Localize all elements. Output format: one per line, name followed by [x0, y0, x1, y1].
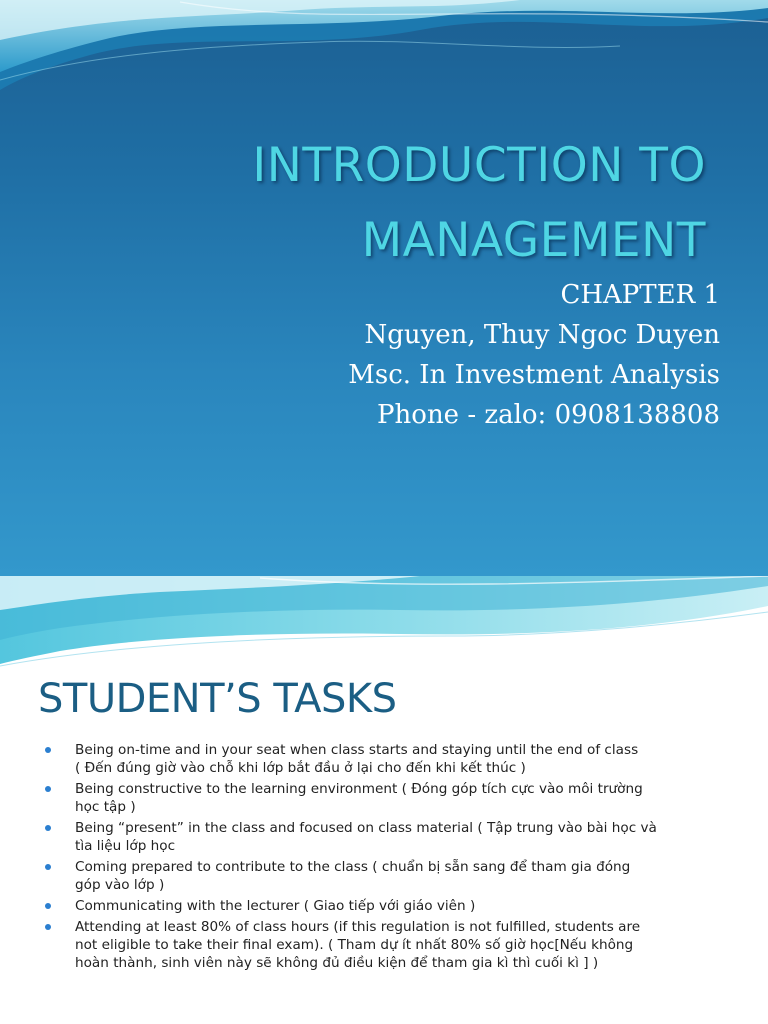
task-line: Being constructive to the learning environment ( Đóng góp tích cực vào môi trường	[75, 781, 643, 797]
task-list	[40, 741, 730, 975]
chapter-label: CHAPTER 1	[560, 280, 720, 310]
task-line: tìa liệu lớp học	[75, 838, 176, 854]
list-item	[40, 897, 730, 915]
author-degree: Msc. In Investment Analysis	[348, 360, 720, 390]
slide-heading: STUDENT’S TASKS	[38, 676, 397, 722]
title-line: MANAGEMENT	[361, 213, 706, 268]
task-line: ( Đến đúng giờ vào chỗ khi lớp bắt đầu ở lại cho đến khi kết thúc )	[75, 760, 526, 776]
list-item	[40, 741, 730, 777]
bullet-icon	[45, 924, 51, 930]
author-phone: Phone - zalo: 0908138808	[377, 400, 720, 430]
list-item	[40, 819, 730, 855]
list-item	[40, 780, 730, 816]
presentation-subtitle	[120, 275, 720, 435]
bullet-icon	[45, 825, 51, 831]
bullet-icon	[45, 786, 51, 792]
task-line: học tập )	[75, 799, 136, 815]
task-line: hoàn thành, sinh viên này sẽ không đủ điều kiện để tham gia kì thì cuối kì ] )	[75, 955, 599, 971]
task-line: góp vào lớp )	[75, 877, 165, 893]
list-item	[40, 918, 730, 972]
presentation-title	[146, 128, 706, 278]
task-line: Attending at least 80% of class hours (if this regulation is not fulfilled, students are	[75, 919, 641, 935]
bullet-icon	[45, 864, 51, 870]
bullet-icon	[45, 747, 51, 753]
task-line: not eligible to take their final exam). ( Tham dự ít nhất 80% số giờ học[Nếu không	[75, 937, 634, 953]
content-slide	[0, 576, 768, 1024]
bullet-icon	[45, 903, 51, 909]
author-name: Nguyen, Thuy Ngoc Duyen	[364, 320, 720, 350]
task-line: Communicating with the lecturer ( Giao tiếp với giáo viên )	[75, 898, 476, 914]
task-line: Coming prepared to contribute to the class ( chuẩn bị sẵn sang để tham gia đóng	[75, 859, 631, 875]
title-line: INTRODUCTION TO	[252, 138, 706, 193]
task-line: Being “present” in the class and focused on class material ( Tập trung vào bài học và	[75, 820, 657, 836]
task-line: Being on-time and in your seat when class starts and staying until the end of class	[75, 742, 639, 758]
list-item	[40, 858, 730, 894]
